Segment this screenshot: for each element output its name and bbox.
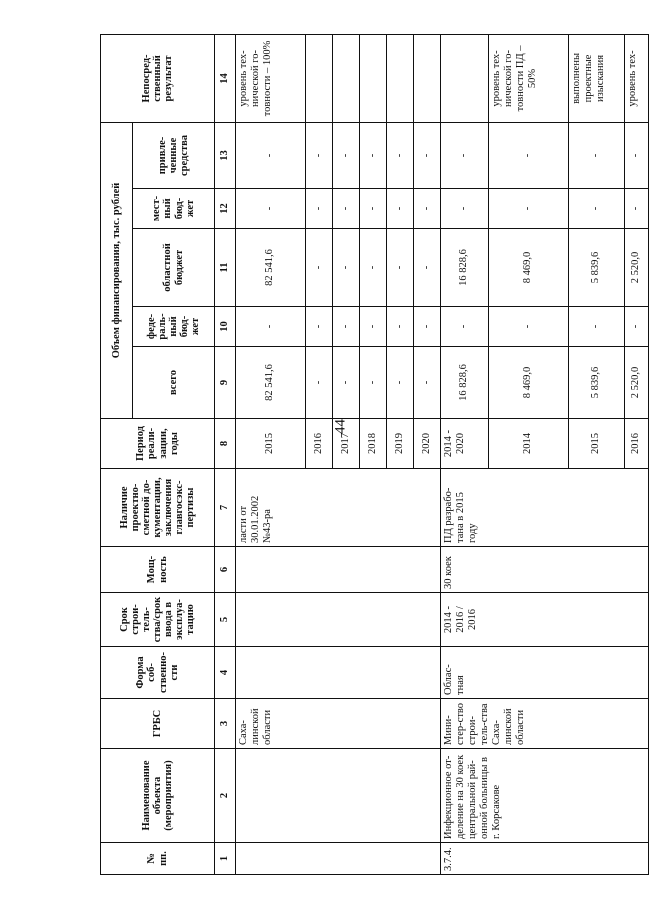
cell-local: - — [625, 189, 649, 229]
cell-total: - — [387, 347, 414, 419]
cell-regional: 82 541,6 — [236, 229, 306, 307]
table-row — [441, 34, 489, 874]
cell-result — [333, 34, 360, 122]
cell-local: - — [414, 189, 441, 229]
table-row — [236, 34, 306, 874]
cell-name: Инфекционное от-деление на 30 коек центральной рай-онной больницы в г. Корсакове — [441, 749, 649, 843]
cell-attracted: - — [306, 122, 333, 188]
col-number: 2 — [215, 749, 236, 843]
cell-result: уровень тех- — [625, 34, 649, 122]
cell-regional: - — [306, 229, 333, 307]
cell-year: 2020 — [414, 419, 441, 469]
cell-result — [441, 34, 489, 122]
cell-term: 2014 - 2016 / 2016 — [441, 593, 649, 647]
cell-regional: 16 828,6 — [441, 229, 489, 307]
col-number: 12 — [215, 189, 236, 229]
cell-regional: 2 520,0 — [625, 229, 649, 307]
cell-year: 2019 — [387, 419, 414, 469]
header-ownership: Форма соб-ственно-сти — [101, 647, 215, 699]
header-regional: областной бюджет — [133, 229, 215, 307]
cell-local: - — [387, 189, 414, 229]
cell-result: уровень тех-нической го-товности ПД – 50% — [489, 34, 569, 122]
col-number: 9 — [215, 347, 236, 419]
col-number: 4 — [215, 647, 236, 699]
cell-regional: - — [333, 229, 360, 307]
cell-year: 2015 — [569, 419, 625, 469]
cell-total: - — [333, 347, 360, 419]
cell-federal: - — [569, 307, 625, 347]
cell-local: - — [489, 189, 569, 229]
col-number: 13 — [215, 122, 236, 188]
cell-result — [360, 34, 387, 122]
cell-year: 2014 — [489, 419, 569, 469]
cell-regional: 5 839,6 — [569, 229, 625, 307]
cell-federal: - — [360, 307, 387, 347]
cell-year: 2017 — [333, 419, 360, 469]
cell-name — [236, 749, 441, 843]
cell-federal: - — [333, 307, 360, 347]
header-name: Наименование объекта (мероприятия) — [101, 749, 215, 843]
cell-num — [236, 843, 441, 875]
cell-attracted: - — [569, 122, 625, 188]
cell-federal: - — [387, 307, 414, 347]
header-attracted: привле-ченные средства — [133, 122, 215, 188]
rotated-sheet — [100, 35, 642, 875]
header-local: мест-ный бюд-жет — [133, 189, 215, 229]
cell-result: выполнены проектные изыскания — [569, 34, 625, 122]
cell-ownership — [236, 647, 441, 699]
cell-year: 2018 — [360, 419, 387, 469]
cell-total: 16 828,6 — [441, 347, 489, 419]
cell-capacity: 30 коек — [441, 547, 649, 593]
col-number: 14 — [215, 34, 236, 122]
cell-attracted: - — [236, 122, 306, 188]
cell-federal: - — [489, 307, 569, 347]
cell-result — [387, 34, 414, 122]
header-result: Непосред-ственный результат — [101, 34, 215, 122]
header-capacity: Мощ-ность — [101, 547, 215, 593]
col-number: 3 — [215, 699, 236, 749]
cell-year: 2016 — [625, 419, 649, 469]
cell-total: 5 839,6 — [569, 347, 625, 419]
cell-attracted: - — [360, 122, 387, 188]
header-psd: Наличие проектно-сметной до-кументации, заключения главгосэкс-пертизы — [101, 469, 215, 547]
col-number: 11 — [215, 229, 236, 307]
cell-local: - — [333, 189, 360, 229]
col-number: 10 — [215, 307, 236, 347]
cell-result: уровень тех-нической го-товности – 100% — [236, 34, 306, 122]
header-federal: феде-раль-ный бюд-жет — [133, 307, 215, 347]
cell-total: 8 469,0 — [489, 347, 569, 419]
cell-federal: - — [306, 307, 333, 347]
cell-ownership: Облас-тная — [441, 647, 649, 699]
cell-total: - — [360, 347, 387, 419]
cell-federal: - — [625, 307, 649, 347]
cell-regional: - — [387, 229, 414, 307]
cell-result — [414, 34, 441, 122]
cell-grbs: Саха-линской области — [236, 699, 441, 749]
cell-regional: 8 469,0 — [489, 229, 569, 307]
cell-local: - — [441, 189, 489, 229]
col-number: 1 — [215, 843, 236, 875]
cell-year: 2014 - 2020 — [441, 419, 489, 469]
cell-local: - — [360, 189, 387, 229]
cell-local: - — [236, 189, 306, 229]
header-funding: Объем финансирования, тыс. рублей — [101, 122, 133, 418]
funding-table — [100, 34, 649, 875]
cell-year: 2016 — [306, 419, 333, 469]
column-number-row — [215, 34, 236, 874]
cell-regional: - — [360, 229, 387, 307]
col-number: 7 — [215, 469, 236, 547]
cell-attracted: - — [333, 122, 360, 188]
cell-num: 3.7.4. — [441, 843, 649, 875]
col-number: 5 — [215, 593, 236, 647]
page-number: 44 — [332, 419, 349, 434]
cell-regional: - — [414, 229, 441, 307]
cell-attracted: - — [441, 122, 489, 188]
cell-local: - — [306, 189, 333, 229]
cell-attracted: - — [489, 122, 569, 188]
col-number: 6 — [215, 547, 236, 593]
cell-total: 82 541,6 — [236, 347, 306, 419]
cell-federal: - — [236, 307, 306, 347]
cell-term — [236, 593, 441, 647]
cell-total: - — [306, 347, 333, 419]
cell-federal: - — [441, 307, 489, 347]
col-number: 8 — [215, 419, 236, 469]
cell-grbs: Мини-стер-ство строи-тель-ства Саха-линской области — [441, 699, 649, 749]
cell-local: - — [569, 189, 625, 229]
cell-psd: ПД разрабо-тана в 2015 году — [441, 469, 649, 547]
cell-total: - — [414, 347, 441, 419]
cell-attracted: - — [625, 122, 649, 188]
header-total: всего — [133, 347, 215, 419]
cell-year: 2015 — [236, 419, 306, 469]
cell-result — [306, 34, 333, 122]
cell-attracted: - — [387, 122, 414, 188]
cell-attracted: - — [414, 122, 441, 188]
header-num: № пп. — [101, 843, 215, 875]
rotated-content — [100, 35, 642, 875]
header-period: Период реали-зации, годы — [101, 419, 215, 469]
header-grbs: ГРБС — [101, 699, 215, 749]
cell-federal: - — [414, 307, 441, 347]
cell-total: 2 520,0 — [625, 347, 649, 419]
cell-psd: ласти от 30.01.2002 №43-ра — [236, 469, 441, 547]
header-term: Срок строи-тель-ства/срок ввода в эксплуа-тацию — [101, 593, 215, 647]
cell-capacity — [236, 547, 441, 593]
